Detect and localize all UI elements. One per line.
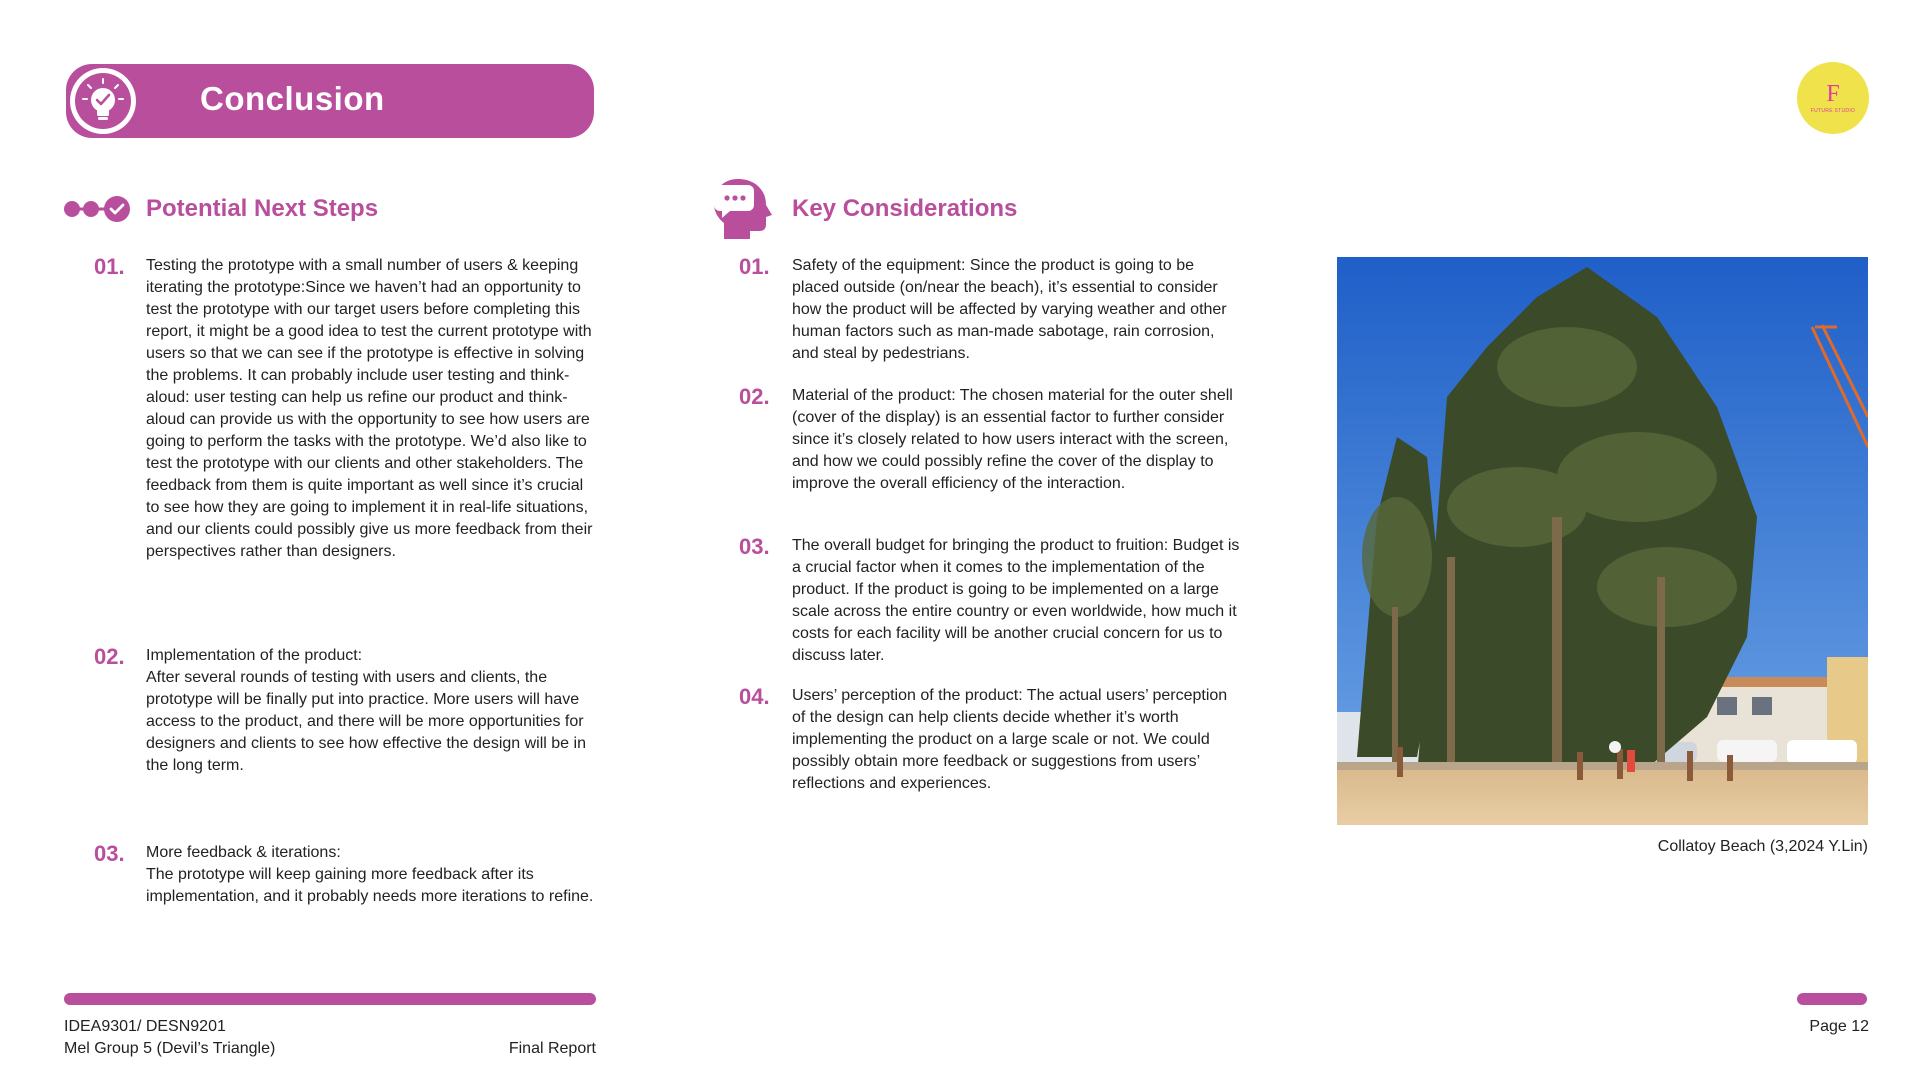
item-number: 01.	[739, 254, 770, 279]
item-text: Safety of the equipment: Since the product is going to be placed outside (on/near the beach), it’s essential to consider how the product will be affected by varying weather and other human factors such as man-made sabotage, rain corrosion, and steal by pedestrians.	[792, 257, 1227, 362]
item-text: The overall budget for bringing the product to fruition: Budget is a crucial factor when it comes to the implementation of the product. If the product is going to be implemented on a large scale across the entire country or even worldwide, how much it costs for each facility will be another crucial concern for us to discuss later.	[792, 537, 1240, 664]
course-code: IDEA9301/ DESN9201	[64, 1018, 226, 1035]
logo-text: FUTURE STUDIO	[1810, 108, 1856, 114]
item-number: 02.	[739, 384, 770, 409]
steps-icon	[63, 195, 133, 228]
photo-caption: Collatoy Beach (3,2024 Y.Lin)	[1657, 838, 1868, 855]
item-number: 04.	[739, 684, 770, 709]
section-title-next-steps: Potential Next Steps	[146, 195, 379, 222]
head-chat-icon	[710, 175, 776, 248]
item-text: Users’ perception of the product: The actual users’ perception of the design can help clients decide whether it’s worth implementing the product on a large scale or not. We could possibly obtain more feedback or suggestions from users’ reflections and experiences.	[792, 687, 1228, 792]
item-text: Implementation of the product: After several rounds of testing with users and clients, the prototype will be finally put into practice. More users will have access to the product, and there will be more opportunities for designers and clients to see how effective the design will be in the long term.	[146, 647, 586, 774]
lightbulb-icon	[70, 68, 136, 134]
item-number: 01.	[94, 254, 125, 279]
item-text: More feedback & iterations: The prototype will keep gaining more feedback after its implementation, and it probably needs more iterations to refine.	[146, 844, 594, 905]
page-title: Conclusion	[200, 80, 385, 117]
report-name: Final Report	[508, 1040, 596, 1057]
studio-logo	[1797, 62, 1869, 134]
item-text: Testing the prototype with a small number of users & keeping iterating the prototype:Since we haven’t had an opportunity to test the prototype with our target users before completing this report, it might be a good idea to test the current prototype with users so that we can see if the prototype is effective in solving the problems. It can probably include user testing and think-aloud: user testing can help us refine our product and think-aloud can provide us with the opportunity to see how users are going to perform the tasks with the prototype. We’d also like to test the prototype with our clients and other stakeholders. The feedback from them is quite important as well since it’s crucial to see how they are going to implement it in real-life situations, and our clients could possibly give us more feedback from their perspectives rather than designers.	[146, 257, 593, 560]
item-number: 03.	[739, 534, 770, 559]
beach-photo	[1337, 257, 1868, 825]
item-number: 03.	[94, 841, 125, 866]
section-title-key-considerations: Key Considerations	[792, 195, 1018, 222]
item-text: Material of the product: The chosen material for the outer shell (cover of the display) is an essential factor to further consider since it’s closely related to how users interact with the screen, and how we could possibly refine the cover of the display to improve the overall efficiency of the interaction.	[792, 387, 1233, 492]
footer-bar-left	[64, 993, 596, 1005]
footer-bar-right	[1797, 993, 1867, 1005]
page-number: Page 12	[1809, 1018, 1869, 1035]
logo-letter: F	[1826, 81, 1840, 107]
item-number: 02.	[94, 644, 125, 669]
group-name: Mel Group 5 (Devil’s Triangle)	[64, 1040, 276, 1057]
